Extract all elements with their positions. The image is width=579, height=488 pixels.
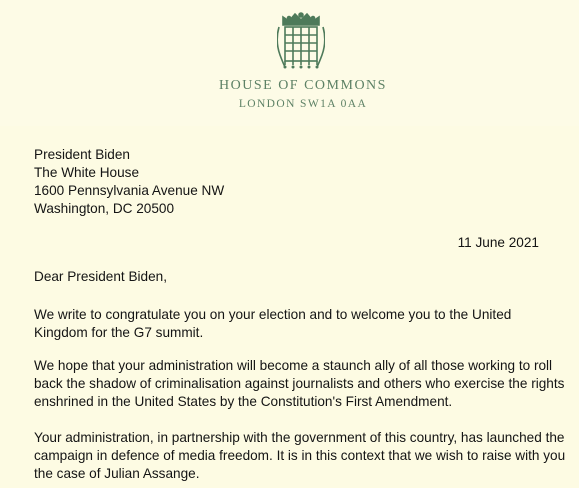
paragraph-line: Kingdom for the G7 summit. [34,325,204,340]
body-paragraph [34,306,544,342]
paragraph-line: campaign in defence of media freedom. It is in this context that we wish to raise with you [34,448,566,463]
recipient-line: President Biden [34,147,130,162]
recipient-line: The White House [34,165,140,180]
organisation-name: HOUSE OF COMMONS [219,78,387,93]
recipient-line: Washington, DC 20500 [34,201,175,216]
paragraph-line: We hope that your administration will become a staunch ally of all those working to roll [34,358,553,373]
body-paragraph [34,357,565,411]
salutation: Dear President Biden, [34,269,167,284]
paragraph-line: back the shadow of criminalisation against journalists and others who exercise the rights [34,376,565,391]
letter-date: 11 June 2021 [457,235,539,250]
recipient-line: 1600 Pennsylvania Avenue NW [34,183,225,198]
paragraph-line: Your administration, in partnership with the government of this country, has launched the [34,430,565,445]
portcullis-icon [277,11,325,71]
organisation-address: LONDON SW1A 0AA [238,98,368,110]
letterhead [0,0,579,126]
paragraph-line: enshrined in the United States by the Constitution's First Amendment. [34,394,453,409]
body-paragraph [34,429,566,483]
recipient-address [34,146,224,218]
paragraph-line: the case of Julian Assange. [34,466,200,481]
paragraph-line: We write to congratulate you on your election and to welcome you to the United [34,307,512,322]
